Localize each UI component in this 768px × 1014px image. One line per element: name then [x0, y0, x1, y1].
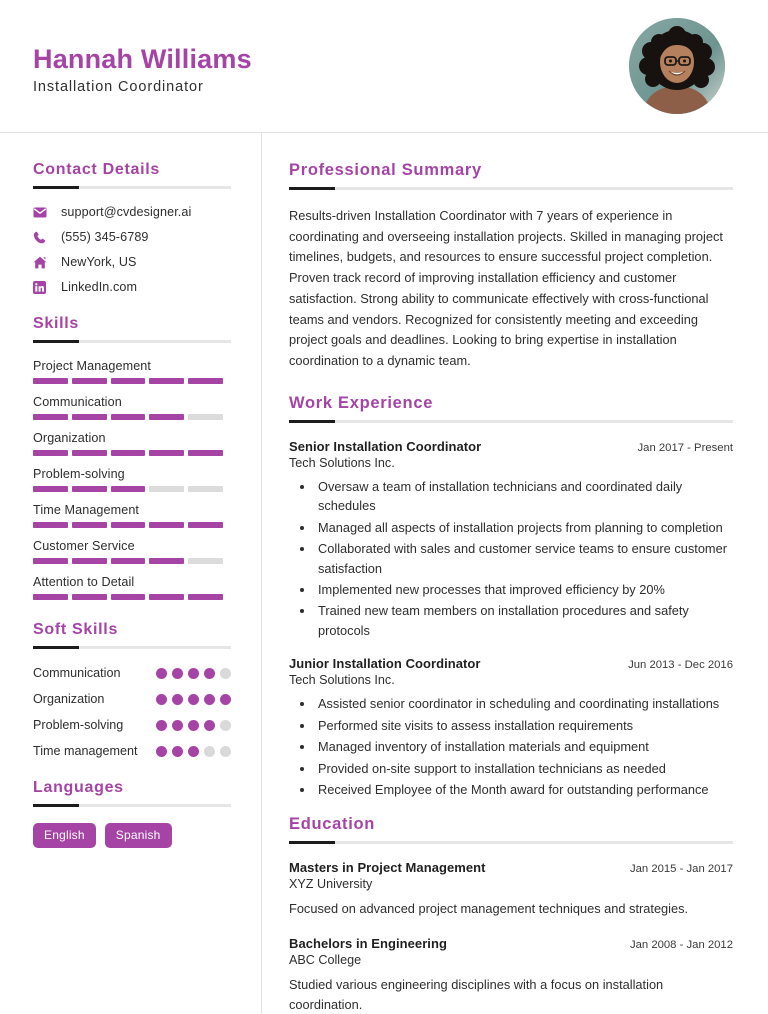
- skill-bar-segment: [33, 414, 68, 420]
- skill-rating-bar: [33, 522, 223, 528]
- skill-bar-segment: [33, 378, 68, 384]
- skill-bar-segment: [188, 414, 223, 420]
- skill-bar-segment: [188, 450, 223, 456]
- contact-item-phone[interactable]: [33, 230, 231, 244]
- education-degree: Bachelors in Engineering: [289, 935, 447, 951]
- education-entry: [289, 936, 733, 1014]
- skill-bar-segment: [149, 522, 184, 528]
- portrait-photo-icon: [629, 18, 725, 114]
- skill-bar-segment: [111, 378, 146, 384]
- rating-dot: [220, 694, 231, 705]
- work-entry-list: [289, 439, 733, 800]
- list-item: • Oversaw a team of installation technicians and coordinated daily schedules: [315, 477, 733, 516]
- contact-value-linkedin: LinkedIn.com: [61, 280, 138, 294]
- contact-value-phone: (555) 345-6789: [61, 230, 149, 244]
- soft-skills-list: [33, 665, 231, 760]
- rating-dot: [188, 668, 199, 679]
- skill-bar-segment: [188, 486, 223, 492]
- section-work-experience: [289, 394, 733, 800]
- skill-bar-segment: [72, 558, 107, 564]
- skill-label: Customer Service: [33, 539, 135, 553]
- section-languages: [33, 779, 231, 848]
- contact-value-location: NewYork, US: [61, 255, 137, 269]
- skill-label: Organization: [33, 431, 106, 445]
- skill-bar-segment: [72, 522, 107, 528]
- education-date: Jan 2015 - Jan 2017: [629, 863, 733, 876]
- phone-icon: [33, 231, 51, 244]
- spacer: [33, 769, 231, 779]
- language-badge: English: [33, 823, 96, 848]
- skill-bar-segment: [149, 414, 184, 420]
- rating-dot: [156, 720, 167, 731]
- education-degree: Masters in Project Management: [289, 860, 486, 876]
- education-date: Jan 2008 - Jan 2012: [629, 938, 733, 951]
- work-entry-bullets: [289, 694, 733, 799]
- skill-bar-segment: [149, 450, 184, 456]
- education-entry-list: [289, 860, 733, 1014]
- skill-label: Communication: [33, 395, 122, 409]
- skill-item: [33, 359, 231, 384]
- avatar: [629, 18, 725, 114]
- skill-bar-segment: [111, 558, 146, 564]
- skill-bar-segment: [149, 378, 184, 384]
- rating-dot: [188, 694, 199, 705]
- section-heading-soft-skills: Soft Skills: [33, 621, 119, 638]
- skill-bar-segment: [72, 414, 107, 420]
- contact-item-location[interactable]: [33, 255, 231, 269]
- rating-dot: [172, 720, 183, 731]
- resume-body: [0, 133, 768, 1014]
- list-item: • Performed site visits to assess installation requirements: [315, 716, 733, 735]
- section-divider: [289, 187, 733, 190]
- section-heading-summary: Professional Summary: [289, 161, 482, 179]
- section-heading-skills: Skills: [33, 315, 80, 332]
- rating-dot: [204, 720, 215, 731]
- skill-item: [33, 503, 231, 528]
- section-heading-education: Education: [289, 815, 376, 834]
- work-entry: [289, 439, 733, 641]
- education-entry-header: [289, 860, 733, 875]
- rating-dot: [220, 720, 231, 731]
- work-entry-date: Jun 2013 - Dec 2016: [628, 659, 733, 672]
- skill-bar-segment: [72, 450, 107, 456]
- rating-dot: [172, 668, 183, 679]
- soft-skill-item: [33, 743, 231, 760]
- work-entry: [289, 656, 733, 799]
- spacer: [33, 305, 231, 315]
- skill-bar-segment: [33, 594, 68, 600]
- list-item: • Trained new team members on installation procedures and safety protocols: [315, 601, 733, 640]
- skill-bar-segment: [33, 558, 68, 564]
- soft-skill-rating-dots: [156, 717, 231, 731]
- education-entry-header: [289, 936, 733, 951]
- list-item: • Provided on-site support to installation technicians as needed: [315, 759, 733, 778]
- rating-dot: [172, 746, 183, 757]
- soft-skill-item: [33, 717, 231, 734]
- section-divider: [33, 804, 231, 807]
- skill-bar-segment: [149, 486, 184, 492]
- skill-rating-bar: [33, 594, 223, 600]
- skill-rating-bar: [33, 450, 223, 456]
- rating-dot: [188, 720, 199, 731]
- section-divider: [289, 841, 733, 844]
- rating-dot: [220, 746, 231, 757]
- language-badge: Spanish: [105, 823, 172, 848]
- skill-bar-segment: [33, 450, 68, 456]
- skill-item: [33, 395, 231, 420]
- list-item: • Collaborated with sales and customer service teams to ensure customer satisfaction: [315, 539, 733, 578]
- education-entry: [289, 860, 733, 919]
- skill-label: Attention to Detail: [33, 575, 135, 589]
- skill-bar-segment: [111, 450, 146, 456]
- job-title: Installation Coordinator: [33, 79, 204, 96]
- soft-skill-label: Communication: [33, 666, 121, 680]
- soft-skill-item: [33, 665, 231, 682]
- section-skills: [33, 315, 231, 600]
- section-divider: [33, 646, 231, 649]
- skill-rating-bar: [33, 414, 223, 420]
- skill-bar-segment: [72, 378, 107, 384]
- rating-dot: [156, 668, 167, 679]
- rating-dot: [156, 746, 167, 757]
- rating-dot: [204, 694, 215, 705]
- skill-bar-segment: [111, 594, 146, 600]
- work-entry-organization: Tech Solutions Inc.: [289, 455, 395, 470]
- skill-bar-segment: [188, 378, 223, 384]
- section-contact-details: [33, 161, 231, 294]
- work-entry-title: Senior Installation Coordinator: [289, 438, 482, 454]
- skill-item: [33, 431, 231, 456]
- contact-value-email: support@cvdesigner.ai: [61, 205, 192, 219]
- skill-bar-segment: [111, 522, 146, 528]
- section-divider: [33, 186, 231, 189]
- skill-bar-segment: [188, 594, 223, 600]
- work-entry-header: [289, 439, 733, 454]
- list-item: • Assisted senior coordinator in scheduling and coordinating installations: [315, 694, 733, 713]
- work-entry-bullets: [289, 477, 733, 641]
- soft-skill-rating-dots: [156, 743, 231, 757]
- contact-item-linkedin[interactable]: [33, 280, 231, 294]
- languages-list: [33, 823, 231, 848]
- section-heading-languages: Languages: [33, 779, 124, 796]
- header-text-block: [33, 37, 252, 95]
- skill-rating-bar: [33, 486, 223, 492]
- section-education: [289, 815, 733, 1014]
- skill-bar-segment: [72, 594, 107, 600]
- list-item: • Managed all aspects of installation projects from planning to completion: [315, 518, 733, 537]
- section-divider: [33, 340, 231, 343]
- section-soft-skills: [33, 621, 231, 760]
- summary-text: Results-driven Installation Coordinator with 7 years of experience in coordinating and overseeing installation projects. Skilled in managing project timelines, budgets, and resources to ensure successful project completion. Proven track record of improving installation efficiency and customer satisfaction. Strong ability to communicate effectively with cross-functional teams and vendors. Recognized for consistently meeting and exceeding project goals and deadlines. Looking to bring expertise in installation coordination to a dynamic team.: [289, 208, 723, 369]
- work-entry-title: Junior Installation Coordinator: [289, 656, 481, 672]
- spacer: [33, 611, 231, 621]
- education-description: Focused on advanced project management techniques and strategies.: [289, 901, 689, 917]
- skill-bar-segment: [33, 522, 68, 528]
- section-divider: [289, 420, 733, 423]
- section-professional-summary: [289, 161, 733, 372]
- section-heading-contact: Contact Details: [33, 161, 160, 178]
- skill-rating-bar: [33, 378, 223, 384]
- envelope-icon: [33, 207, 51, 218]
- main-column: [262, 133, 768, 1014]
- rating-dot: [204, 668, 215, 679]
- page-title: Hannah Williams: [33, 43, 252, 74]
- work-entry-date: Jan 2017 - Present: [637, 441, 733, 454]
- list-item: • Managed inventory of installation materials and equipment: [315, 737, 733, 756]
- soft-skill-rating-dots: [156, 691, 231, 705]
- soft-skill-label: Time management: [33, 744, 138, 758]
- rating-dot: [204, 746, 215, 757]
- rating-dot: [220, 668, 231, 679]
- rating-dot: [172, 694, 183, 705]
- education-description: Studied various engineering disciplines with a focus on installation coordination.: [289, 976, 664, 1012]
- soft-skill-rating-dots: [156, 665, 231, 679]
- sidebar-column: [0, 133, 262, 1014]
- list-item: • Received Employee of the Month award for outstanding performance: [315, 780, 733, 799]
- education-school: ABC College: [289, 952, 362, 967]
- soft-skill-label: Problem-solving: [33, 718, 124, 732]
- skill-bar-segment: [188, 522, 223, 528]
- skill-label: Time Management: [33, 503, 140, 517]
- skill-bar-segment: [111, 486, 146, 492]
- skill-bar-segment: [149, 594, 184, 600]
- linkedin-icon: [33, 281, 51, 294]
- skill-bar-segment: [188, 558, 223, 564]
- skill-item: [33, 575, 231, 600]
- work-entry-header: [289, 656, 733, 671]
- rating-dot: [156, 694, 167, 705]
- skill-bar-segment: [72, 486, 107, 492]
- contact-item-email[interactable]: [33, 205, 231, 219]
- skill-bar-segment: [111, 414, 146, 420]
- work-entry-organization: Tech Solutions Inc.: [289, 673, 395, 688]
- list-item: • Implemented new processes that improved efficiency by 20%: [315, 580, 733, 599]
- skill-rating-bar: [33, 558, 223, 564]
- education-school: XYZ University: [289, 877, 373, 892]
- resume-header: [0, 0, 768, 133]
- skill-label: Project Management: [33, 359, 152, 373]
- skill-bar-segment: [149, 558, 184, 564]
- skill-label: Problem-solving: [33, 467, 125, 481]
- home-icon: [33, 256, 51, 269]
- soft-skill-item: [33, 691, 231, 708]
- soft-skill-label: Organization: [33, 692, 105, 706]
- skill-item: [33, 467, 231, 492]
- skill-item: [33, 539, 231, 564]
- section-heading-work: Work Experience: [289, 393, 434, 412]
- skill-bar-segment: [33, 486, 68, 492]
- skills-list: [33, 359, 231, 600]
- rating-dot: [188, 746, 199, 757]
